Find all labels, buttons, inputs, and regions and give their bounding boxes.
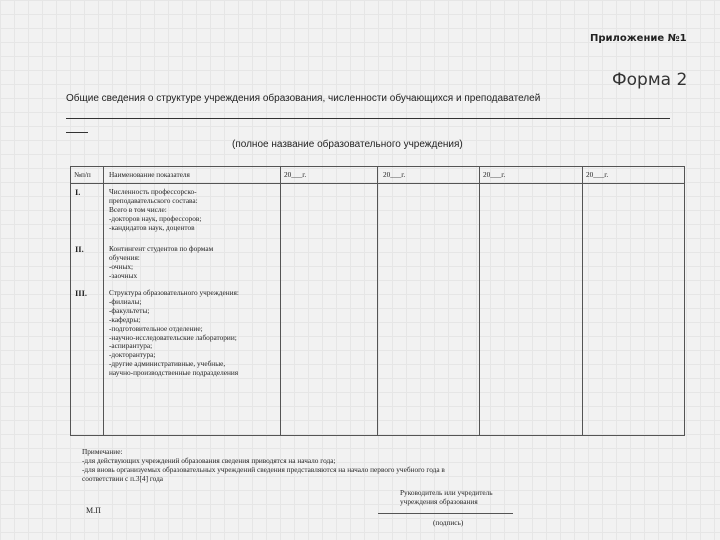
footnote-line: -для вновь организуемых образовательных учреждений сведения представляются на начало первого учебного года в [82, 465, 445, 474]
indicator-line: -заочных [109, 270, 138, 280]
stamp-place-label: М.П [86, 506, 101, 515]
column-header-year: 20___г. [586, 170, 609, 179]
head-caption-line: учреждения образования [400, 497, 478, 506]
indicator-line: -кафедры; [109, 314, 141, 324]
column-header-number: №п/п [74, 170, 91, 179]
indicator-line: преподавательского состава: [109, 195, 198, 205]
column-header-year: 20___г. [383, 170, 406, 179]
column-divider [103, 167, 104, 435]
footnote-line: -для действующих учреждений образования сведения приводятся на начало года; [82, 456, 336, 465]
head-caption [400, 488, 493, 506]
indicator-line: -аспирантура; [109, 341, 153, 351]
indicator-line: Численность профессорско- [109, 187, 197, 196]
indicator-line: Всего в том числе: [109, 204, 167, 214]
fill-in-line [66, 118, 670, 119]
column-header-indicator: Наименование показателя [109, 170, 190, 179]
column-divider [280, 167, 281, 435]
indicator-line: -подготовительное отделение; [109, 323, 203, 333]
indicator-line: -докторантура; [109, 350, 156, 360]
indicator-line: -филиалы; [109, 296, 142, 306]
indicator-line: -очных; [109, 261, 134, 271]
institution-name-caption: (полное название образовательного учреждения) [232, 139, 463, 150]
row-indicator [109, 188, 201, 233]
row-number: I. [75, 187, 81, 197]
indicator-line: обучения: [109, 252, 140, 262]
column-header-year: 20___г. [483, 170, 506, 179]
row-number: II. [75, 244, 84, 254]
column-divider [582, 167, 583, 435]
structure-table [70, 166, 685, 436]
signature-line [378, 513, 513, 514]
indicator-line: -кандидатов наук, доцентов [109, 222, 195, 232]
row-indicator [109, 289, 239, 378]
indicator-line: -докторов наук, профессоров; [109, 213, 202, 223]
signature-caption: (подпись) [433, 518, 464, 527]
indicator-line: -научно-исследовательские лаборатории; [109, 332, 237, 342]
column-divider [479, 167, 480, 435]
indicator-line: Контингент студентов по формам [109, 244, 214, 253]
header-row-divider [71, 183, 684, 184]
indicator-line: -факультеты; [109, 305, 150, 315]
form-label: Форма 2 [612, 70, 688, 90]
column-divider [377, 167, 378, 435]
footnote-line: Примечание: [82, 447, 123, 456]
footnote [82, 447, 445, 483]
appendix-label: Приложение №1 [590, 33, 687, 44]
indicator-line: научно-производственные подразделения [109, 368, 239, 378]
column-header-year: 20___г. [284, 170, 307, 179]
head-caption-line: Руководитель или учредитель [400, 488, 493, 497]
document-title: Общие сведения о структуре учреждения образования, численности обучающихся и преподавателей [66, 93, 541, 104]
fill-in-line-short [66, 132, 88, 133]
footnote-line: соответствии с п.3[4] года [82, 474, 164, 483]
indicator-line: -другие административные, учебные, [109, 359, 226, 369]
indicator-line: Структура образовательного учреждения: [109, 288, 239, 297]
row-number: III. [75, 288, 88, 298]
row-indicator [109, 245, 213, 281]
